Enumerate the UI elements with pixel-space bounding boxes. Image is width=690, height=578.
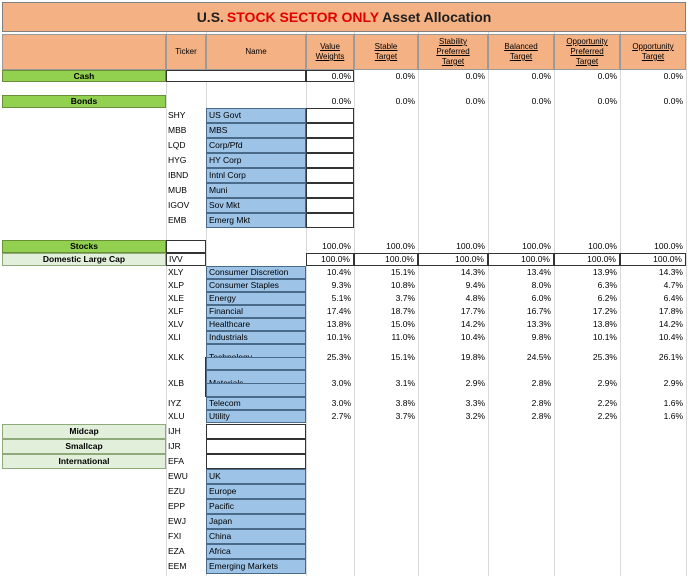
value-cell: 13.4% [526, 267, 551, 278]
value-cell: 3.3% [465, 398, 485, 409]
value-cell: 100.0% [588, 241, 617, 252]
bond-ticker: MBB [168, 125, 187, 136]
header-line: Target [641, 52, 665, 61]
value-cell: 10.4% [658, 332, 683, 343]
bond-ticker: LQD [168, 140, 186, 151]
bond-name: US Govt [206, 108, 306, 123]
bond-ticker: IGOV [168, 200, 190, 211]
value-cell: 100.0% [522, 241, 551, 252]
intl-ticker: EZA [168, 546, 185, 557]
value-cell: 3.7% [395, 411, 415, 422]
value-cell: 13.9% [592, 267, 617, 278]
value-cell: 100.0% [322, 241, 351, 252]
value-cell: 2.8% [531, 378, 551, 389]
value-cell: 6.3% [597, 280, 617, 291]
value-cell: 17.2% [592, 306, 617, 317]
category-midcap: Midcap [2, 424, 166, 439]
value-cell: 3.8% [395, 398, 415, 409]
sector-name: Consumer Staples [206, 279, 306, 292]
header-blank [2, 34, 166, 70]
cash-value-box [306, 70, 354, 82]
value-cell: 18.7% [390, 306, 415, 317]
header-line: Preferred [436, 47, 470, 56]
value-cell: 14.3% [658, 267, 683, 278]
sheet-title [2, 2, 686, 32]
value-cell: 3.1% [395, 378, 415, 389]
sector-ticker: XLV [168, 319, 184, 330]
category-cash: Cash [2, 70, 166, 82]
bond-weight-input[interactable] [306, 168, 354, 183]
bond-name: Sov Mkt [206, 198, 306, 213]
header-balanced [488, 34, 554, 70]
sector-name: Utility [206, 410, 306, 423]
bond-weight-input[interactable] [306, 108, 354, 123]
value-cell: 25.3% [326, 351, 351, 362]
sector-ticker: XLY [168, 267, 184, 278]
header-line: Target [509, 52, 533, 61]
bond-weight-input[interactable] [306, 153, 354, 168]
value-cell: 16.7% [526, 306, 551, 317]
value-cell: 3.0% [331, 378, 351, 389]
intl-name: Emerging Markets [206, 559, 306, 574]
value-cell: 6.4% [663, 293, 683, 304]
other-weight-input[interactable] [206, 424, 306, 439]
value-cell: 8.0% [531, 280, 551, 291]
value-cell: 3.7% [395, 293, 415, 304]
sector-ticker: XLU [168, 411, 185, 422]
value-cell: 2.7% [331, 411, 351, 422]
value-cell: 17.8% [658, 306, 683, 317]
intl-ticker: EWU [168, 471, 188, 482]
value-cell: 19.8% [460, 351, 485, 362]
value-cell: 15.1% [390, 351, 415, 362]
sector-name-gap [206, 383, 306, 397]
header-line: Stability [438, 37, 467, 46]
header-line: Target [575, 57, 599, 66]
bond-ticker: SHY [168, 110, 186, 121]
other-weight-input[interactable] [206, 439, 306, 454]
other-weight-input[interactable] [206, 454, 306, 469]
value-cell: 14.2% [658, 319, 683, 330]
value-cell: 26.1% [658, 351, 683, 362]
value-cell: 10.4% [460, 332, 485, 343]
category-bonds: Bonds [2, 95, 166, 108]
value-cell: 9.8% [531, 332, 551, 343]
bond-weight-input[interactable] [306, 213, 354, 228]
category-smallcap: Smallcap [2, 439, 166, 454]
other-ticker: EFA [168, 456, 185, 467]
value-cell: 15.0% [390, 319, 415, 330]
bond-name: Muni [206, 183, 306, 198]
sector-name: Industrials [206, 331, 306, 344]
value-cell: 0.0% [331, 70, 351, 81]
other-ticker: IJR [168, 441, 181, 452]
bond-name: MBS [206, 123, 306, 138]
bond-name: Emerg Mkt [206, 213, 306, 228]
intl-ticker: EPP [168, 501, 186, 512]
intl-name: UK [206, 469, 306, 484]
value-cell: 2.2% [597, 398, 617, 409]
value-cell: 9.3% [331, 280, 351, 291]
value-cell: 2.2% [597, 411, 617, 422]
value-cell: 0.0% [465, 96, 485, 107]
bond-name: Intnl Corp [206, 168, 306, 183]
sector-ticker: XLF [168, 306, 184, 317]
header-line: Balanced [504, 42, 538, 51]
bond-ticker: HYG [168, 155, 187, 166]
value-cell: 11.0% [391, 332, 415, 343]
bond-name: HY Corp [206, 153, 306, 168]
value-cell: 0.0% [531, 70, 551, 81]
value-cell: 25.3% [592, 351, 617, 362]
value-cell: 17.4% [326, 306, 351, 317]
sector-ticker: XLP [168, 280, 185, 291]
sector-name: Energy [206, 292, 306, 305]
sector-ticker: XLK [168, 351, 185, 362]
header-line: Opportunity [566, 37, 608, 46]
header-line: Preferred [570, 47, 604, 56]
value-cell: 2.9% [663, 378, 683, 389]
value-cell: 2.8% [531, 398, 551, 409]
value-cell: 13.3% [526, 319, 551, 330]
intl-ticker: EWJ [168, 516, 186, 527]
title-highlight: STOCK SECTOR ONLY [226, 9, 380, 25]
value-cell: 100.0% [554, 253, 620, 266]
sector-ticker: XLE [168, 293, 185, 304]
intl-ticker: EEM [168, 561, 187, 572]
bond-ticker: MUB [168, 185, 187, 196]
value-cell: 100.0% [456, 241, 485, 252]
value-cell: 4.8% [465, 293, 485, 304]
value-cell: 100.0% [620, 253, 686, 266]
bond-weight-input[interactable] [306, 123, 354, 138]
value-cell: 2.8% [531, 411, 551, 422]
value-cell: 6.0% [531, 293, 551, 304]
value-cell: 0.0% [395, 70, 415, 81]
category-stocks: Stocks [2, 240, 166, 253]
value-cell: 1.6% [663, 411, 683, 422]
header-line: Target [374, 52, 398, 61]
value-cell: 0.0% [531, 96, 551, 107]
header-stability-preferred [418, 34, 488, 70]
title-prefix: U.S. [196, 9, 224, 25]
sector-ticker: IYZ [168, 398, 182, 409]
value-cell: 100.0% [354, 253, 418, 266]
value-cell: 0.0% [597, 70, 617, 81]
intl-name: Europe [206, 484, 306, 499]
value-cell: 2.9% [597, 378, 617, 389]
sector-name: Telecom [206, 397, 306, 410]
value-cell: 15.1% [390, 267, 415, 278]
intl-name: Pacific [206, 499, 306, 514]
value-cell: 100.0% [418, 253, 488, 266]
value-cell: 13.8% [592, 319, 617, 330]
sector-name: Consumer Discretion [206, 266, 306, 279]
bond-ticker: IBND [168, 170, 189, 181]
header-opportunity-preferred [554, 34, 620, 70]
value-cell: 9.4% [465, 280, 485, 291]
title-suffix: Asset Allocation [382, 9, 492, 25]
domestic-ticker: IVV [166, 253, 206, 266]
header-name: Name [206, 34, 306, 70]
value-cell: 100.0% [306, 253, 354, 266]
value-cell: 10.4% [326, 267, 351, 278]
header-line: Target [441, 57, 465, 66]
other-ticker: IJH [168, 426, 181, 437]
value-cell: 24.5% [526, 351, 551, 362]
value-cell: 100.0% [654, 241, 683, 252]
bond-weight-input[interactable] [306, 198, 354, 213]
value-cell: 3.2% [465, 411, 485, 422]
header-value-weights [306, 34, 354, 70]
cash-blank [166, 70, 306, 82]
bond-weight-input[interactable] [306, 183, 354, 198]
stocks-ticker-blank [166, 240, 206, 253]
intl-ticker: EZU [168, 486, 185, 497]
value-cell: 14.2% [460, 319, 485, 330]
value-cell: 14.3% [460, 267, 485, 278]
value-cell: 0.0% [395, 96, 415, 107]
value-cell: 5.1% [331, 293, 351, 304]
value-cell: 0.0% [663, 70, 683, 81]
sector-name: Financial [206, 305, 306, 318]
intl-name: Japan [206, 514, 306, 529]
bond-name: Corp/Pfd [206, 138, 306, 153]
value-cell: 17.7% [460, 306, 485, 317]
header-opportunity [620, 34, 686, 70]
intl-name: Africa [206, 544, 306, 559]
value-cell: 1.6% [663, 398, 683, 409]
intl-name: China [206, 529, 306, 544]
value-cell: 3.0% [331, 398, 351, 409]
value-cell: 100.0% [386, 241, 415, 252]
value-cell: 0.0% [465, 70, 485, 81]
value-cell: 4.7% [663, 280, 683, 291]
sector-name-gap [206, 357, 306, 370]
value-cell: 100.0% [488, 253, 554, 266]
header-line: Opportunity [632, 42, 674, 51]
bond-weight-input[interactable] [306, 138, 354, 153]
value-cell: 10.1% [592, 332, 617, 343]
sector-name: Healthcare [206, 318, 306, 331]
value-cell: 0.0% [331, 96, 351, 107]
bond-ticker: EMB [168, 215, 187, 226]
value-cell: 2.9% [465, 378, 485, 389]
value-cell: 10.1% [326, 332, 351, 343]
gridline [686, 32, 687, 576]
intl-ticker: FXI [168, 531, 182, 542]
header-line: Value [320, 42, 340, 51]
category-domestic-large-cap: Domestic Large Cap [2, 253, 166, 266]
header-ticker: Ticker [166, 34, 206, 70]
header-stable [354, 34, 418, 70]
sector-ticker-gap [166, 357, 206, 397]
value-cell: 0.0% [597, 96, 617, 107]
header-line: Weights [315, 52, 345, 61]
value-cell: 6.2% [597, 293, 617, 304]
sector-ticker: XLB [168, 378, 185, 389]
header-line: Stable [374, 42, 398, 51]
value-cell: 0.0% [663, 96, 683, 107]
value-cell: 13.8% [326, 319, 351, 330]
category-international: International [2, 454, 166, 469]
value-cell: 10.8% [390, 280, 415, 291]
sector-ticker: XLI [168, 332, 181, 343]
